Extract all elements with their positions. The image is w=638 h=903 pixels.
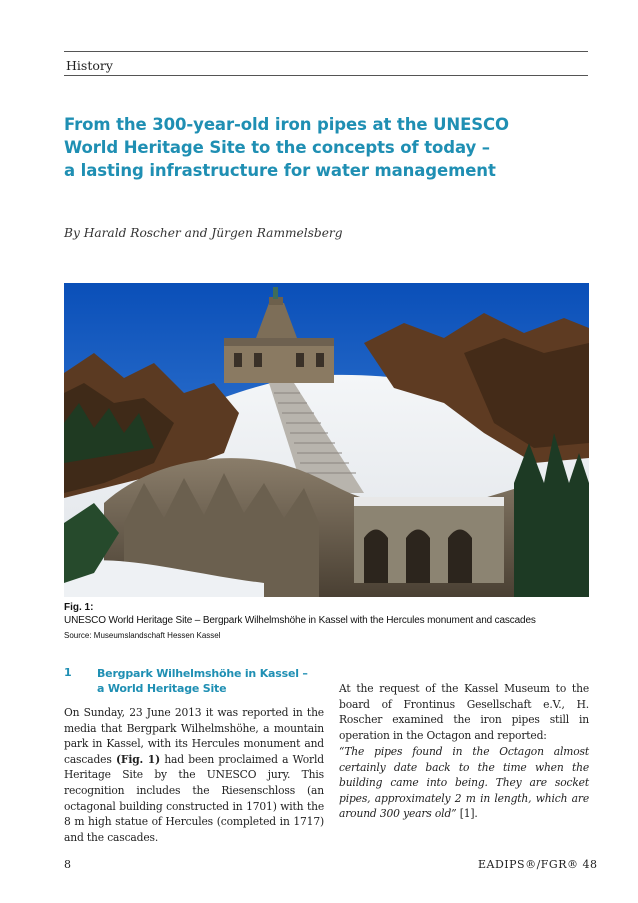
citation-reference: [1]. [456, 807, 478, 821]
figure-reference: (Fig. 1) [115, 752, 160, 766]
header-rule-top [64, 51, 588, 52]
figure-source: Source: Museumslandschaft Hessen Kassel [64, 631, 221, 640]
title-line: a lasting infrastructure for water management [64, 161, 496, 180]
quote-text: “The pipes found in the Octagon almost certainly date back to the time when the building came into being. They are socket pipes, approximately 2 m in length, which are around 300 years old” [339, 745, 589, 821]
figure-photo [64, 283, 589, 597]
title-line: World Heritage Site to the concepts of today – [64, 138, 490, 157]
page-number: 8 [64, 858, 71, 871]
title-line: From the 300-year-old iron pipes at the UNESCO [64, 115, 509, 134]
figure-label: Fig. 1: [64, 602, 94, 613]
section-number: 1 [64, 666, 72, 679]
header-rule-bottom [64, 75, 588, 76]
figure-caption: UNESCO World Heritage Site – Bergpark Wilhelmshöhe in Kassel with the Hercules monument and cascades [64, 615, 536, 626]
journal-name: EADIPS®/FGR® 48 [478, 858, 598, 871]
paragraph-text: On Sunday, 23 June 2013 it was reported in the media that Bergpark Wilhelmshöhe, a mountain park in Kassel, with its Hercules monument and cascades [64, 706, 324, 766]
quote-paragraph [339, 744, 589, 822]
section-heading [97, 666, 317, 696]
article-title [64, 113, 594, 182]
left-column-paragraph [64, 705, 324, 845]
paragraph-text: had been proclaimed a World Heritage Site by the UNESCO jury. This recognition includes the Riesenschloss (an octagonal building constructed in 1701) with the 8 m high statue of Hercules (completed in 1717) and the cascades. [64, 752, 324, 844]
section-heading-line: Bergpark Wilhelmshöhe in Kassel – [97, 667, 308, 680]
byline: By Harald Roscher and Jürgen Rammelsberg [64, 226, 343, 240]
hercules-cascades-image [64, 283, 589, 597]
section-heading-line: a World Heritage Site [97, 682, 227, 695]
section-label: History [66, 58, 113, 73]
right-column-paragraph: At the request of the Kassel Museum to the board of Frontinus Gesellschaft e.V., H. Roscher examined the iron pipes still in operation in the Octagon and reported: [339, 682, 589, 742]
